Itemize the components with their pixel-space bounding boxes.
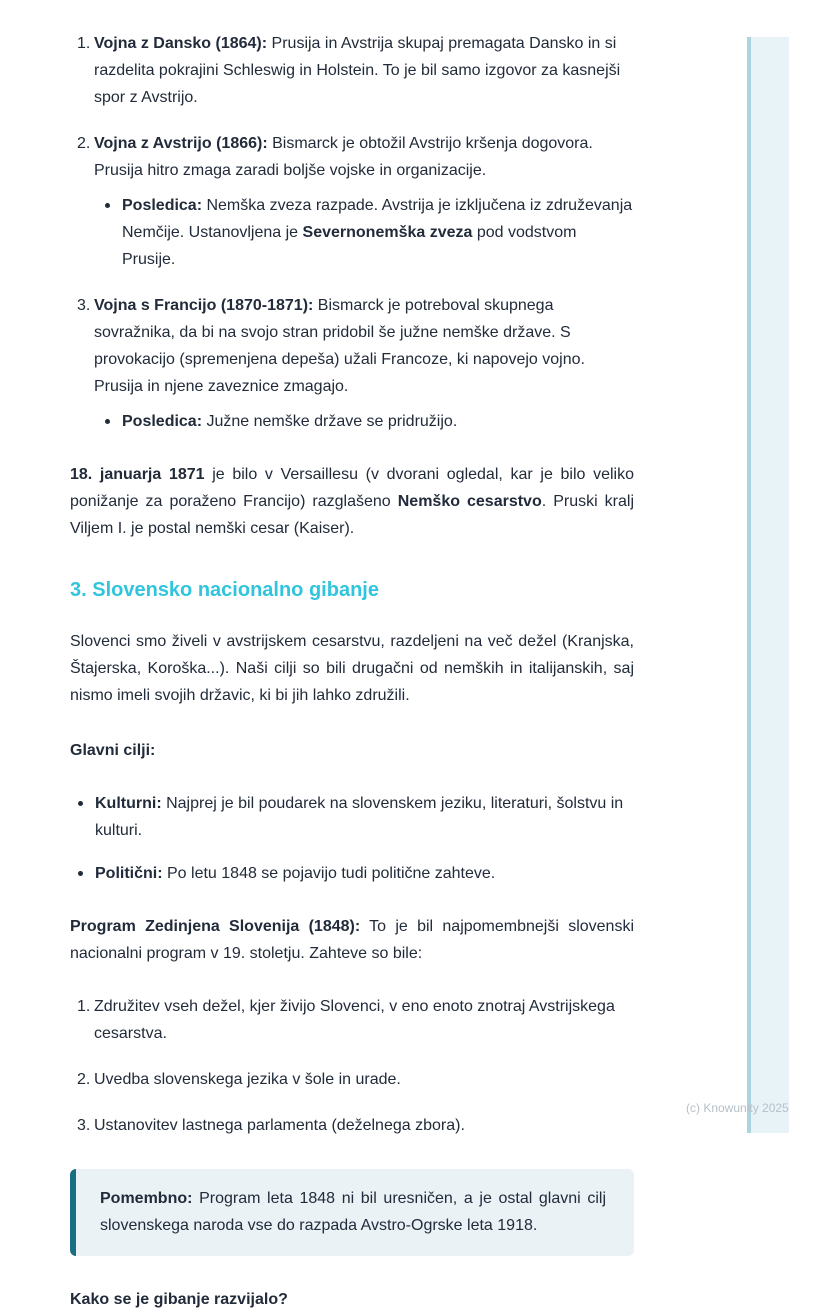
bullet-icon (78, 871, 83, 876)
list-item-text: Združitev vseh dežel, kjer živijo Slovenci, v eno enoto znotraj Avstrijskega cesarstva. (94, 998, 615, 1042)
wars-ordered-list (70, 30, 634, 435)
list-number: 1. (77, 998, 91, 1015)
important-callout (70, 1169, 634, 1256)
list-item-kulturni (70, 790, 634, 844)
bullet-icon (105, 203, 110, 208)
list-item-text: Vojna z Dansko (1864): Prusija in Avstrija skupaj premagata Dansko in si razdelita pokrajini Schleswig in Holstein. To je bil samo izgovor za kasnejši spor z Avstrijo. (94, 35, 621, 106)
callout-text: Pomembno: Program leta 1848 ni bil uresničen, a je ostal glavni cilj slovenskega naroda vse do razpada Avstro-Ogrske leta 1918. (100, 1190, 606, 1234)
consequence-sublist (94, 192, 634, 273)
bullet-icon (78, 801, 83, 806)
list-item-ustanovitev (70, 1112, 634, 1139)
closing-question: Kako se je gibanje razvijalo? (70, 1291, 288, 1308)
goals-title: Glavni cilji: (70, 742, 156, 759)
list-item-consequence (94, 192, 634, 273)
page-edge-strip (747, 37, 789, 1133)
list-number: 2. (77, 135, 91, 152)
list-item-war-francijo (70, 292, 634, 435)
goals-bullet-list (70, 790, 634, 887)
list-number: 3. (77, 1117, 91, 1134)
list-item-text: Posledica: Nemška zveza razpade. Avstrija je izključena iz združevanja Nemčije. Ustanovljena je Severnonemška zveza pod vodstvom Prusije. (122, 197, 633, 268)
slovenci-paragraph: Slovenci smo živeli v avstrijskem cesarstvu, razdeljeni na več dežel (Kranjska, Štajerska, Koroška...). Naši cilji so bili drugačni od nemških in italijanskih, saj nismo imeli svojih državic, ki bi jih lahko združili. (70, 633, 634, 704)
list-item-text: Vojna z Avstrijo (1866): Bismarck je obtožil Avstrijo kršenja dogovora. Prusija hitro zmaga zaradi boljše vojske in organizacije. (94, 135, 593, 179)
program-paragraph: Program Zedinjena Slovenija (1848): To je bil najpomembnejši slovenski nacionalni program v 19. stoletju. Zahteve so bile: (70, 918, 634, 962)
list-number: 3. (77, 297, 91, 314)
list-item-zdruzitev (70, 993, 634, 1047)
list-number: 2. (77, 1071, 91, 1088)
list-number: 1. (77, 35, 91, 52)
list-item-text: Vojna s Francijo (1870-1871): Bismarck je potreboval skupnega sovražnika, da bi na svojo stran pridobil še južne nemške države. S provokacijo (spremenjena depeša) užali Francoze, ki napovejo vojno. Prusija in njene zaveznice zmagajo. (94, 297, 585, 395)
consequence-sublist (94, 408, 634, 435)
watermark: (c) Knowunity 2025 (686, 1101, 789, 1115)
section-heading: 3. Slovensko nacionalno gibanje (70, 579, 379, 601)
list-item-text: Kulturni: Najprej je bil poudarek na slovenskem jeziku, literaturi, šolstvu in kulturi. (95, 795, 624, 839)
versailles-paragraph: 18. januarja 1871 je bilo v Versaillesu (v dvorani ogledal, kar je bilo veliko ponižanje za poraženo Francijo) razglašeno Nemško cesarstvo. Pruski kralj Viljem I. je postal nemški cesar (Kaiser). (70, 466, 635, 537)
list-item-uvedba (70, 1066, 634, 1093)
list-item-text: Posledica: Južne nemške države se pridružijo. (122, 413, 458, 430)
list-item-war-dansko (70, 30, 634, 111)
list-item-text: Ustanovitev lastnega parlamenta (deželnega zbora). (94, 1117, 465, 1134)
list-item-war-avstrijo (70, 130, 634, 273)
document-content (70, 30, 634, 1313)
bullet-icon (105, 419, 110, 424)
list-item-consequence (94, 408, 634, 435)
list-item-politicni (70, 860, 634, 887)
list-item-text: Politični: Po letu 1848 se pojavijo tudi politične zahteve. (95, 865, 496, 882)
program-ordered-list (70, 993, 634, 1139)
list-item-text: Uvedba slovenskega jezika v šole in urade. (94, 1071, 401, 1088)
